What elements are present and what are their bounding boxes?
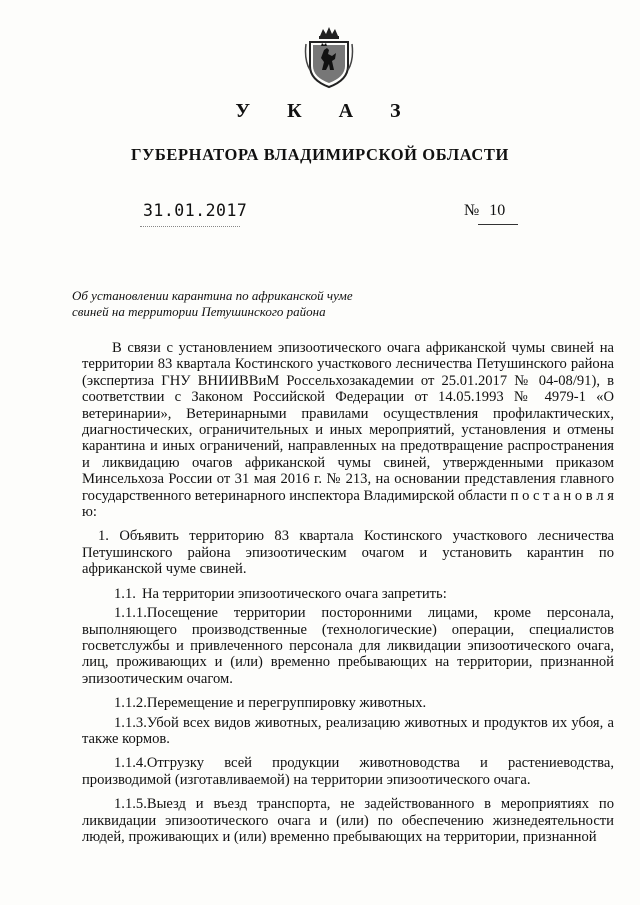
item-1-1-5-label: 1.1.5. <box>114 796 147 813</box>
item-1-1-3 <box>82 715 614 748</box>
topic-line-2: свиней на территории Петушинского района <box>72 304 326 319</box>
number-value: 10 <box>489 202 506 219</box>
document-title: У К А З <box>235 100 417 122</box>
item-1-1-3-label: 1.1.3. <box>114 714 147 731</box>
decree-word: п о с т а н о в л я ю: <box>82 487 614 521</box>
number-sign: № <box>464 202 480 219</box>
item-1-1-2 <box>82 695 614 711</box>
item-1: 1. Объявить территорию 83 квартала Костинского участкового лесничества Петушинского района эпизоотическим очагом и установить карантин по африканской чуме свиней. <box>82 528 614 578</box>
item-1-1-1-label: 1.1.1. <box>114 605 147 622</box>
item-1-1-4-text: Отгрузку всей продукции животноводства и растениеводства, производимой (изготавливаемой) на территории эпизоотического очага. <box>82 755 614 788</box>
item-1-1-4-label: 1.1.4. <box>114 755 147 772</box>
item-1-1-5 <box>82 796 614 845</box>
item-1-1-text: На территории эпизоотического очага запретить: <box>142 585 447 602</box>
vladimir-coat-of-arms-icon <box>304 26 354 90</box>
item-1-1-2-text: Перемещение и перегруппировку животных. <box>146 695 427 712</box>
issuer-title: ГУБЕРНАТОРА ВЛАДИМИРСКОЙ ОБЛАСТИ <box>131 145 509 164</box>
item-1-1-4 <box>82 755 614 788</box>
decree-date: 31.01.2017 <box>143 201 248 220</box>
preamble-text: В связи с установлением эпизоотического очага африканской чумы свиней на территории 83 квартала Костинского участкового лесничества Петушинского района (экспертиза ГНУ ВНИИВВиМ Россельхозакадемии от 25.01.2017 № 04-08/91), в соответствии с Законом Российской Федерации от 14.05.1993 № 4979-1 «О ветеринарии», Ветеринарными правилами осуществления профилактических, диагностических, ограничительных и иных мероприятий, установления и отмены карантина и иных ограничений, направленных на предотвращение распространения и ликвидацию очагов африканской чумы свиней, утвержденными приказом Минсельхоза России от 31 мая 2016 г. № 213, на основании представления главного государственного ветеринарного инспектора Владимирской области <box>82 340 614 504</box>
item-1-1-2-label: 1.1.2. <box>114 695 147 712</box>
decree-body <box>82 340 614 853</box>
decree-topic <box>72 288 392 320</box>
preamble-paragraph <box>82 340 614 520</box>
date-underline <box>140 226 240 227</box>
item-1-1 <box>82 586 614 602</box>
item-1-1-1-text: Посещение территории посторонними лицами, кроме персонала, выполняющего производственные (технологические) операции, специалистов госветслужбы и привлеченного персонала для ликвидации эпизоотического очага, лиц, проживающих и (или) временно пребывающих на территории, признанной эпизоотическим очагом. <box>82 605 614 687</box>
item-1-1-3-text: Убой всех видов животных, реализацию животных и продуктов их убоя, а также кормов. <box>82 714 614 747</box>
item-1-1-5-text: Выезд и въезд транспорта, не задействованного в мероприятиях по ликвидации эпизоотического очага и (или) по обеспечению жизнедеятельности людей, проживающих и (или) временно пребывающих на территории, признанной <box>82 796 614 845</box>
item-1-1-1 <box>82 605 614 687</box>
topic-line-1: Об установлении карантина по африканской чуме <box>72 288 353 303</box>
decree-number <box>464 202 505 220</box>
item-1-1-label: 1.1. <box>114 585 136 602</box>
number-underline <box>478 224 518 225</box>
